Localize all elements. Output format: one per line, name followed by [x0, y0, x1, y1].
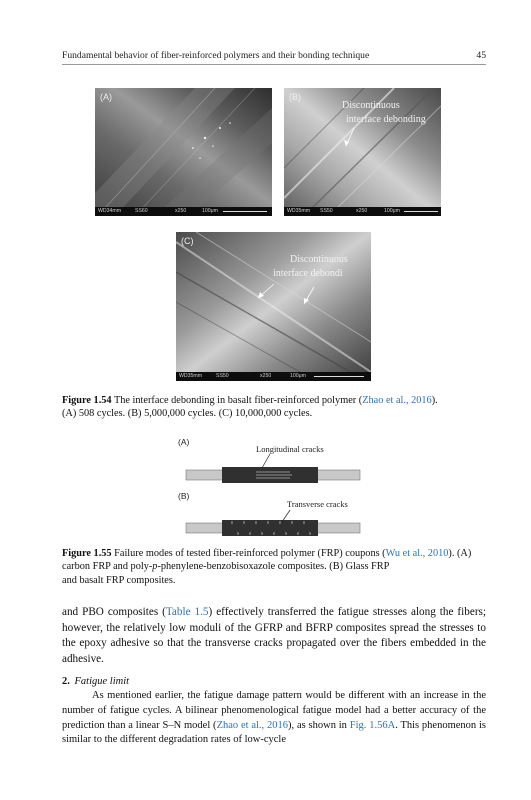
section-title: Fatigue limit: [74, 676, 130, 687]
sem-scale: 100μm: [202, 208, 218, 214]
annotation-b-line1: Discontinuous: [342, 100, 400, 111]
sem-wd: WD35mm: [179, 373, 203, 379]
caption-italic: p: [152, 561, 158, 573]
body-paragraph-2: [62, 689, 486, 748]
body-text: As mentioned earlier, the fatigue damage pattern would be different with an increase in the number of fatigue cycles. A bilinear phenomenological fatigue model had a better accuracy of the prediction than a linear S–N model (: [62, 690, 486, 731]
body-text: ) effectively transferred the fatigue stresses along the fibers; however, the relatively low moduli of the GFRP and BFRP composites spread the stresses to the epoxy adhesive so that the transverse cracks propagated over the fibers embedded in the adhesive.: [62, 606, 487, 665]
diagram-label-b: (B): [178, 491, 190, 501]
section-heading: [62, 675, 486, 689]
caption-line2: (A) 508 cycles. (B) 5,000,000 cycles. (C) 10,000,000 cycles.: [62, 408, 313, 420]
panel-label-b: (B): [289, 92, 301, 102]
sem-mag: x250: [175, 208, 187, 214]
sem-databar-c: [176, 372, 371, 381]
sem-scale: 100μm: [290, 373, 306, 379]
coupon-a: [186, 454, 360, 483]
citation-link[interactable]: Zhao et al., 2016: [216, 719, 289, 731]
caption-text: Failure modes of tested fiber-reinforced polymer (FRP) coupons (: [111, 548, 386, 559]
sem-wd: WD35mm: [287, 208, 311, 214]
figure-link[interactable]: Fig. 1.56A: [349, 719, 396, 731]
annotation-b-line2: interface debonding: [346, 114, 426, 125]
caption-text: ).: [431, 395, 438, 406]
citation-link[interactable]: Zhao et al., 2016: [362, 395, 432, 406]
annotation-c-line2: interface debondi: [273, 268, 343, 279]
page-number: 45: [476, 50, 486, 61]
annotation-c-line1: Discontinuous: [290, 254, 348, 265]
sem-panel-b: [284, 88, 441, 216]
sem-image-a: [95, 88, 272, 216]
figure-1-54-caption: [62, 394, 492, 421]
sem-databar-a: [95, 207, 272, 216]
sem-scale: 100μm: [384, 208, 400, 214]
running-header-title: Fundamental behavior of fiber-reinforced polymers and their bonding technique: [62, 50, 370, 61]
body-text: ), as shown in: [288, 719, 350, 731]
caption-text: -phenylene-benzobisoxazole composites. (B) Glass FRP: [157, 561, 390, 573]
diagram-label-a: (A): [178, 437, 190, 447]
body-paragraph-1: [62, 605, 486, 667]
running-header: [62, 50, 486, 61]
sem-databar-b: [284, 207, 441, 216]
caption-line3: and basalt FRP composites.: [62, 574, 176, 586]
sem-mag: x250: [260, 373, 272, 379]
figure-number: Figure 1.54: [62, 395, 112, 406]
table-link[interactable]: Table 1.5: [165, 606, 209, 618]
sem-panel-c: [176, 232, 371, 381]
sem-ss: SS50: [320, 208, 333, 214]
body-text: . This phenomenon is similar to the different degradation rates of low-cycle: [62, 719, 486, 746]
diagram-annotation-b: Transverse cracks: [287, 499, 348, 509]
panel-label-a: (A): [100, 92, 112, 102]
scale-bar: [223, 211, 267, 212]
caption-text: ). (A) carbon FRP and poly-: [62, 548, 472, 573]
citation-link[interactable]: Wu et al., 2010: [385, 548, 449, 559]
panel-label-c: (C): [181, 236, 194, 246]
scale-bar: [404, 211, 438, 212]
caption-text: The interface debonding in basalt fiber-reinforced polymer (: [111, 395, 363, 406]
body-text: and PBO composites (: [62, 606, 166, 618]
sem-ss: SS50: [216, 373, 229, 379]
coupon-diagram: [180, 450, 370, 545]
sem-ss: SS60: [135, 208, 148, 214]
section-number: 2.: [62, 676, 70, 687]
coupon-b: [186, 510, 360, 536]
sem-panel-a: [95, 88, 272, 216]
figure-number: Figure 1.55: [62, 548, 112, 559]
figure-1-55-caption: [62, 547, 492, 587]
header-rule: [62, 64, 486, 65]
sem-wd: WD34mm: [98, 208, 122, 214]
diagram-annotation-a: Longitudinal cracks: [256, 444, 324, 454]
sem-mag: x250: [356, 208, 368, 214]
scale-bar: [314, 376, 364, 377]
